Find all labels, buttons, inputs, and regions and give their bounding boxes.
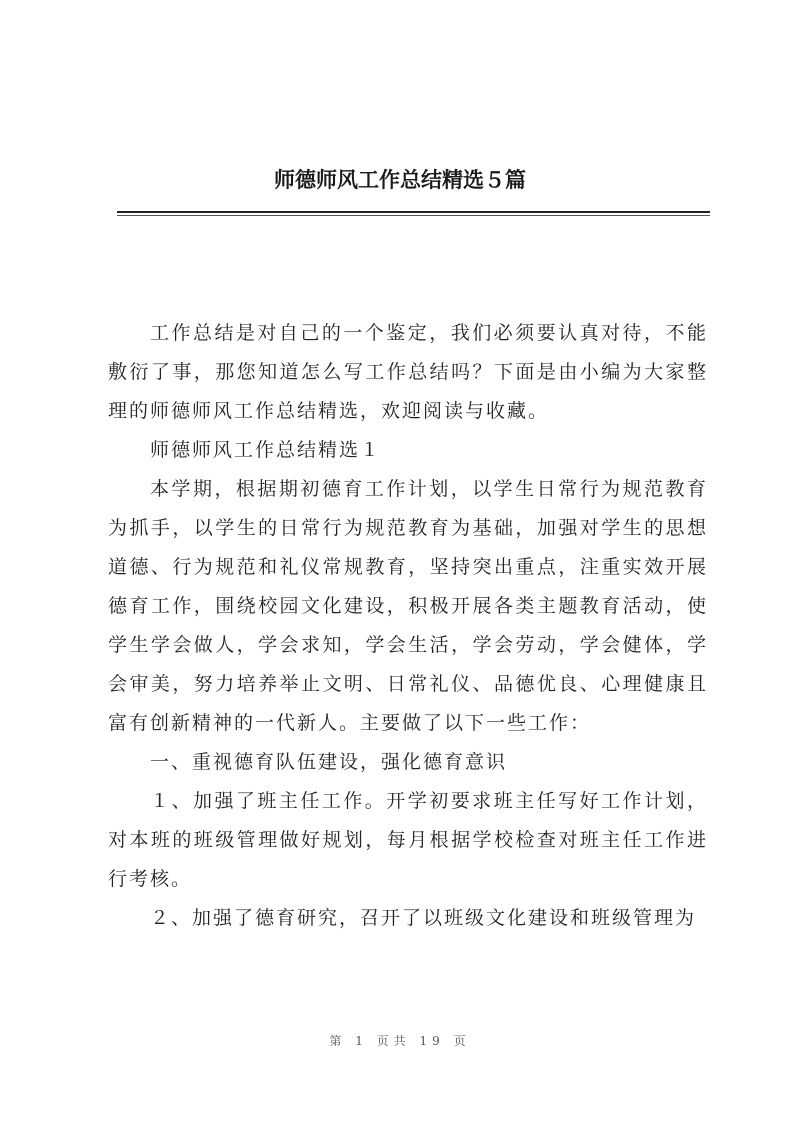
subsection-heading: 一、重视德育队伍建设，强化德育意识 [150,751,508,773]
document-title: 师德师风工作总结精选５篇 [274,168,526,192]
intro-paragraph: 工作总结是对自己的一个鉴定，我们必须要认真对待，不能敷衍了事，那您知道怎么写工作总结吗？下面是由小编为大家整理的师德师风工作总结精选，欢迎阅读与收藏。 [108,322,708,422]
list-item-1: １、加强了班主任工作。开学初要求班主任写好工作计划，对本班的班级管理做好规划，每月根据学校检查对班主任工作进行考核。 [108,790,708,890]
document-body [108,314,708,938]
title-divider-thin [117,215,710,216]
page-number: 第 1 页共 19 页 [329,1034,471,1048]
section-heading-1: 师德师风工作总结精选１ [150,439,382,461]
body-paragraph: 本学期，根据期初德育工作计划，以学生日常行为规范教育为抓手，以学生的日常行为规范教育为基础，加强对学生的思想道德、行为规范和礼仪常规教育，坚持突出重点，注重实效开展德育工作，围绕校园文化建设，积极开展各类主题教育活动，使学生学会做人，学会求知，学会生活，学会劳动，学会健体，学会审美，努力培养举止文明、日常礼仪、品德优良、心理健康且富有创新精神的一代新人。主要做了以下一些工作： [108,478,708,734]
list-item-2: ２、加强了德育研究，召开了以班级文化建设和班级管理为 [150,907,697,929]
title-divider [117,211,710,213]
